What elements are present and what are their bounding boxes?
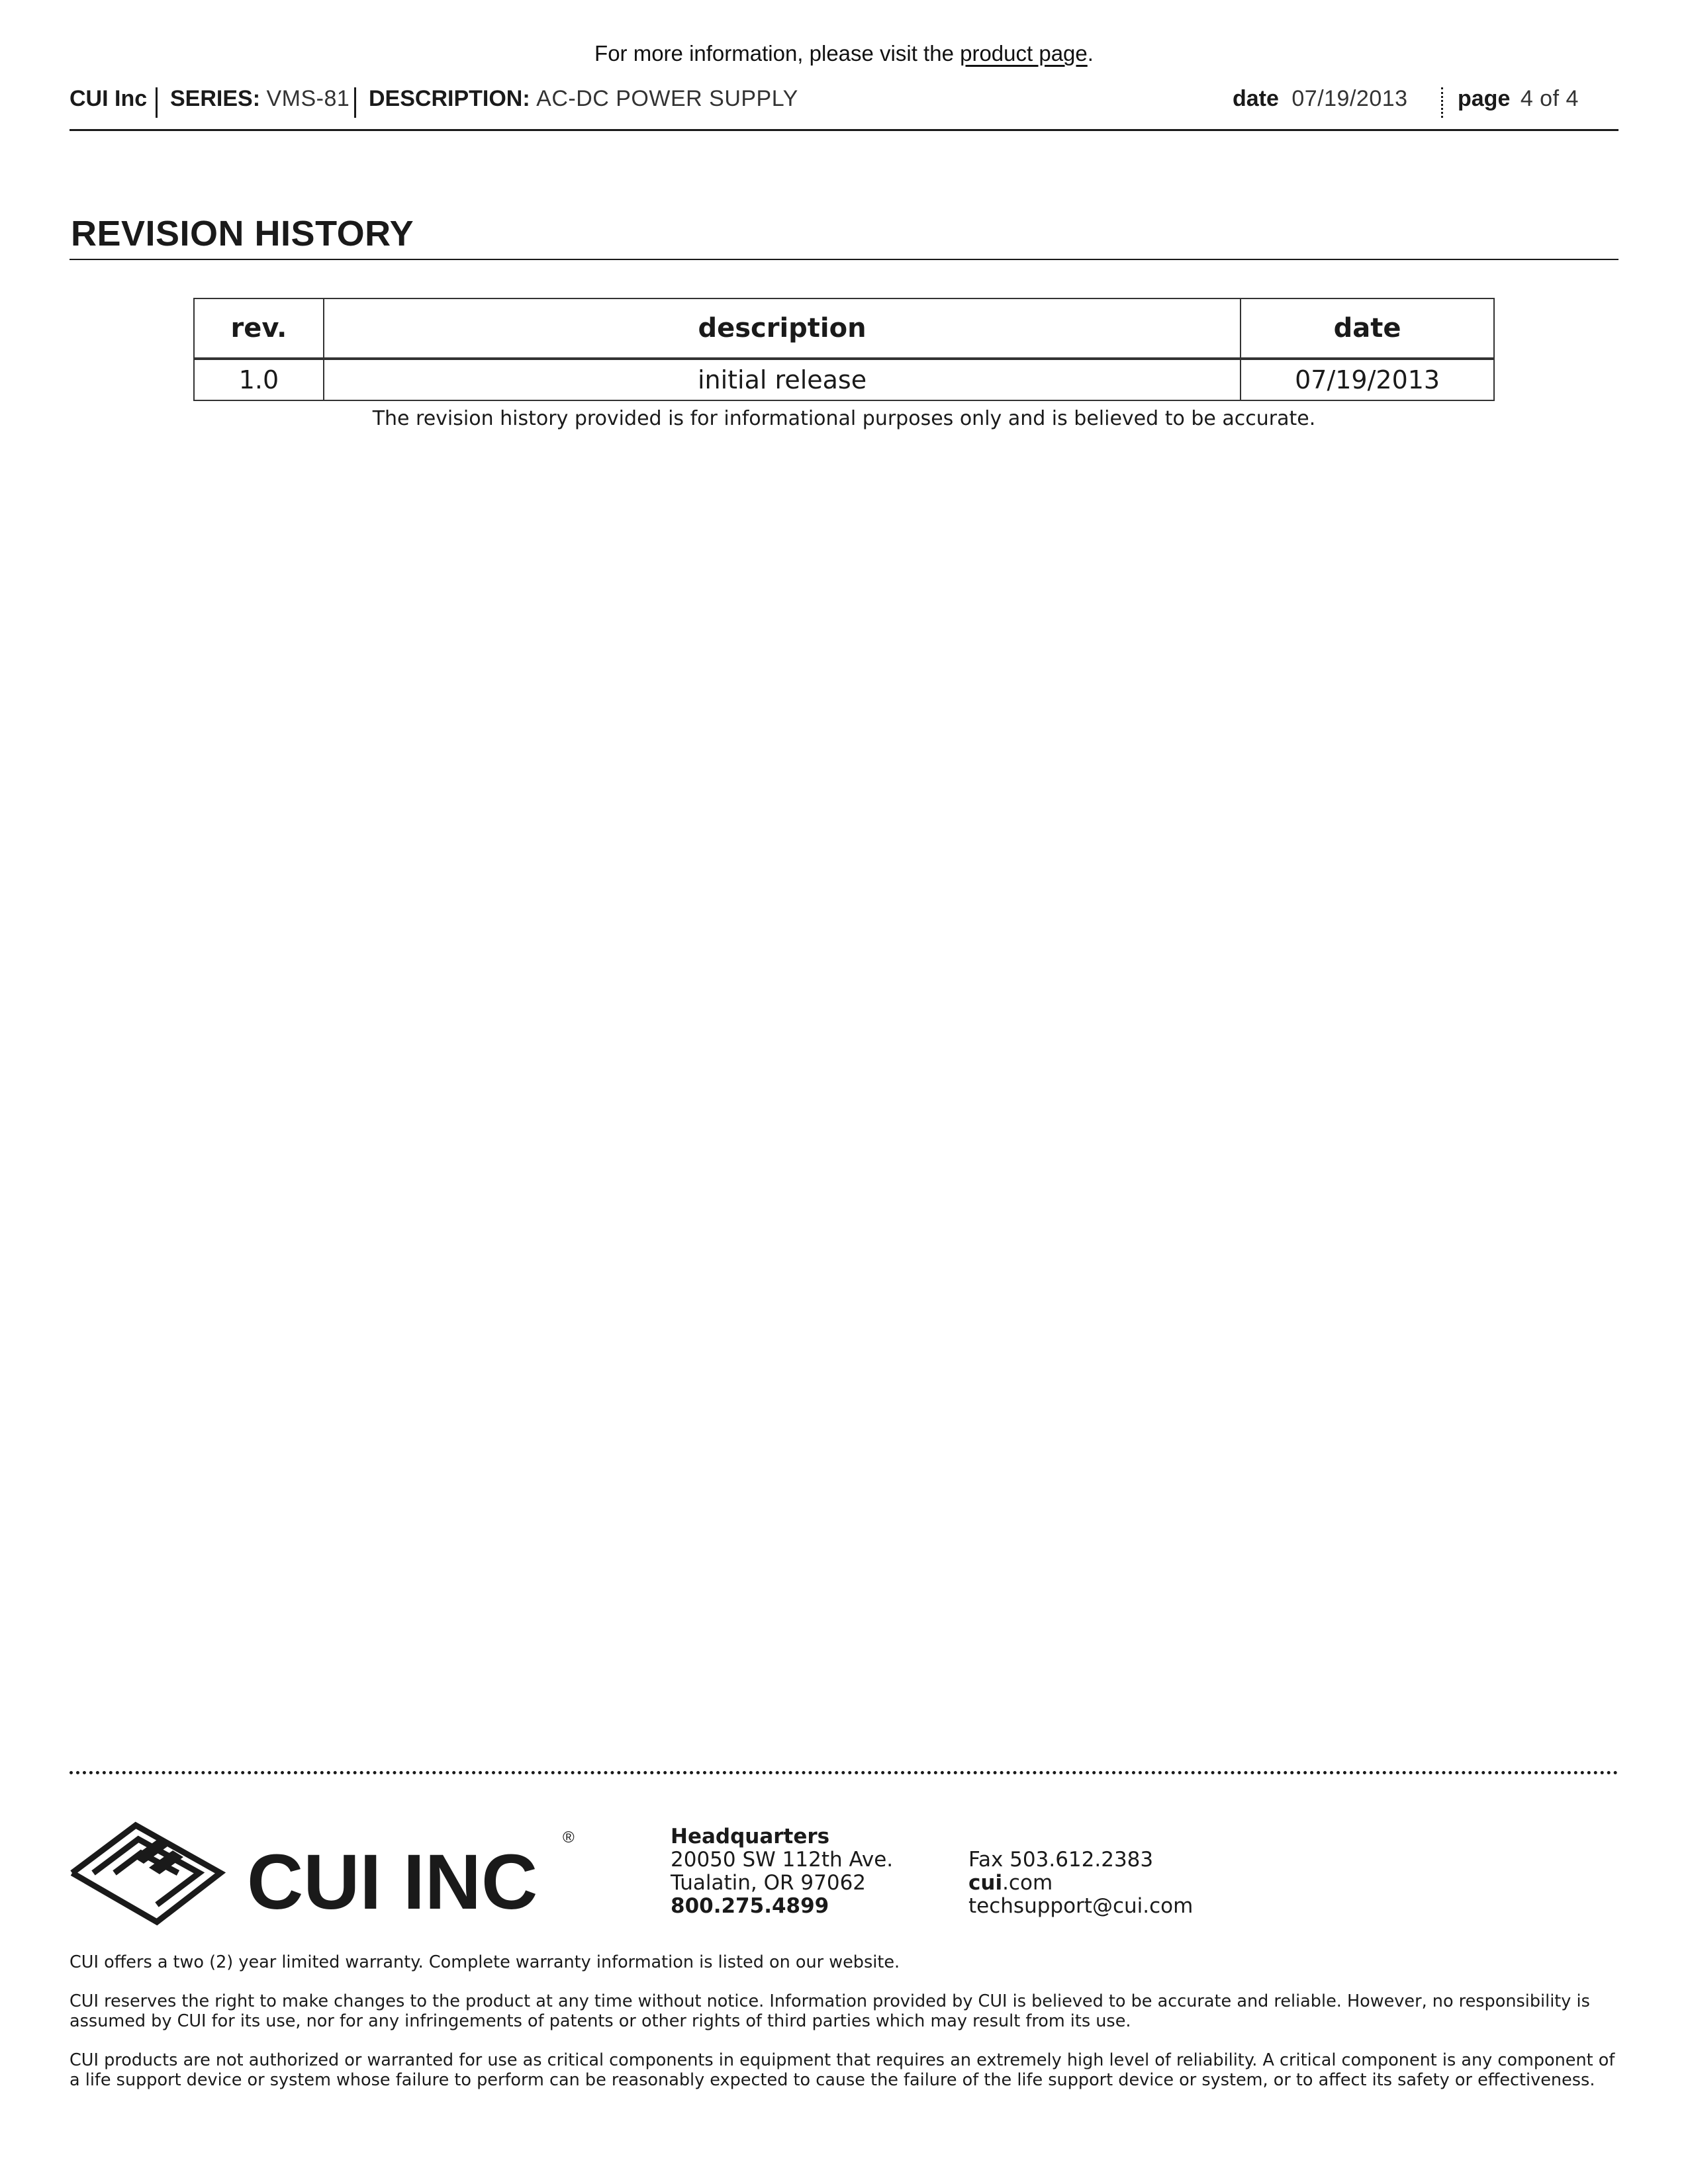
product-info-period: .: [1087, 41, 1094, 66]
cui-inc-logo: [70, 1816, 586, 1926]
series-field: [170, 86, 350, 112]
page-label: page: [1458, 86, 1511, 111]
section-rule: [70, 259, 1618, 260]
header-divider: [156, 87, 158, 118]
hq-address-line1: 20050 SW 112th Ave.: [671, 1848, 894, 1872]
date-field: [1233, 86, 1408, 112]
critical-components-text: CUI products are not authorized or warranted for use as critical components in equipment that requires an extremely high level of reliability. A critical component is any component of a life support device or system whose failure to perform can be reasonably expected to cause the failure of the life support device or system, or to affect its safety or effectiveness.: [70, 2050, 1615, 2090]
table-header-row: [194, 298, 1494, 359]
series-label: SERIES:: [170, 86, 261, 111]
warranty-text: CUI offers a two (2) year limited warranty. Complete warranty information is listed on our website.: [70, 1952, 900, 1972]
table-note: The revision history provided is for informational purposes only and is believed to be accurate.: [372, 407, 1316, 430]
document-header: [70, 86, 1618, 122]
page-value: 4 of 4: [1520, 86, 1579, 111]
column-header-description: description: [324, 298, 1241, 359]
page-field: [1458, 86, 1579, 112]
disclaimer-text: CUI reserves the right to make changes to the product at any time without notice. Information provided by CUI is believed to be accurate and reliable. However, no responsibility is assumed by CUI for its use, nor for any infringements of patents or other rights of third parties which may result from its use.: [70, 1991, 1590, 2031]
table-row: [194, 359, 1494, 400]
footer-dotted-rule: [70, 1771, 1618, 1774]
hq-phone: 800.275.4899: [671, 1894, 829, 1918]
header-divider: [354, 87, 356, 118]
description-value: AC-DC POWER SUPPLY: [536, 86, 798, 111]
website-link[interactable]: cui.com: [968, 1871, 1053, 1895]
fax-number: Fax 503.612.2383: [968, 1848, 1154, 1872]
revision-table: [193, 298, 1495, 401]
product-info-text: For more information, please visit the: [594, 41, 954, 66]
hq-address-line2: Tualatin, OR 97062: [671, 1871, 867, 1895]
description-label: DESCRIPTION:: [369, 86, 530, 111]
header-rule: [70, 129, 1618, 131]
header-dotted-divider: [1441, 87, 1443, 118]
product-page-link[interactable]: product page: [960, 41, 1088, 66]
date-value: 07/19/2013: [1291, 86, 1408, 111]
section-title: REVISION HISTORY: [71, 214, 414, 253]
logo-wordmark: CUI INC: [247, 1839, 538, 1926]
product-info-line: [0, 41, 1688, 66]
contact-block: [968, 1848, 1193, 1918]
column-header-date: date: [1241, 298, 1494, 359]
date-label: date: [1233, 86, 1279, 111]
column-header-rev: rev.: [194, 298, 324, 359]
company-name: CUI Inc: [70, 86, 148, 111]
series-value: VMS-81: [266, 86, 350, 111]
hq-title: Headquarters: [671, 1825, 830, 1848]
headquarters-block: [671, 1825, 893, 1918]
svg-text:®: ®: [563, 1829, 575, 1846]
cui-logo-graphic: [70, 1816, 586, 1926]
support-email-link[interactable]: techsupport@cui.com: [968, 1894, 1194, 1918]
cell-rev: 1.0: [194, 359, 324, 400]
cell-description: initial release: [324, 359, 1241, 400]
cell-date: 07/19/2013: [1241, 359, 1494, 400]
description-field: [369, 86, 798, 112]
